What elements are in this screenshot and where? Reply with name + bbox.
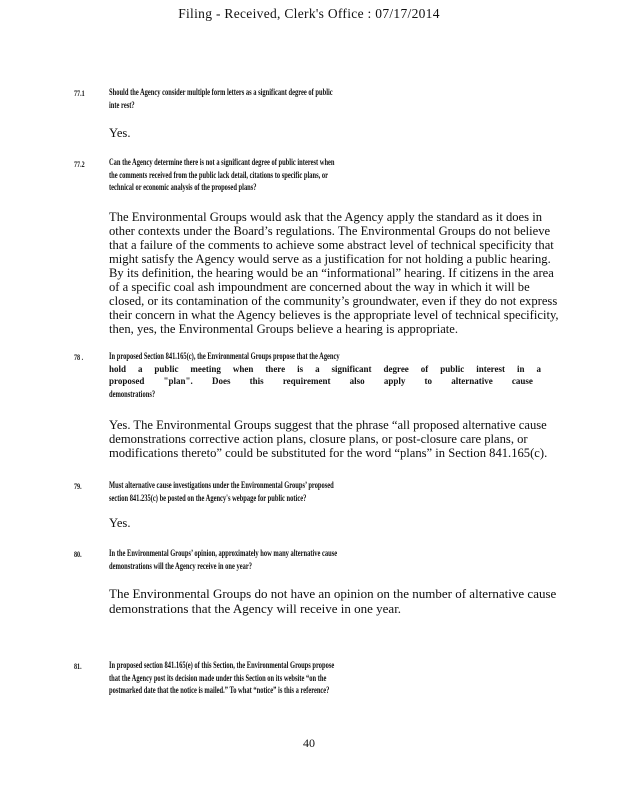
question-text: [109, 86, 333, 111]
word: hold: [109, 363, 127, 374]
word: when: [232, 363, 254, 374]
question-line: the comments received from the public lack detail, citations to specific plans, or: [109, 169, 328, 180]
question-line: technical or economic analysis of the proposed plans?: [109, 182, 257, 192]
word: this: [249, 376, 264, 386]
word: there: [265, 363, 286, 374]
answer-line: The Environmental Groups would ask that the Agency apply the standard as it does in: [109, 210, 542, 224]
question-line: In proposed Section 841.165(c), the Environmental Groups propose that the Agency: [109, 351, 340, 361]
word: Does: [211, 376, 231, 386]
question-line: that the Agency post its decision made under this Section on its website “on the: [109, 672, 327, 683]
answer-line: By its definition, the hearing would be an “informational” hearing. If citizens in the area: [109, 266, 554, 280]
word: significant: [331, 363, 372, 374]
page-number: 40: [303, 736, 315, 750]
word: meeting: [190, 363, 221, 374]
question-line: section 841.235(c) be posted on the Agency's webpage for public notice?: [109, 492, 307, 503]
answer-line: demonstrations that the Agency will receive in one year.: [109, 601, 402, 616]
question-number: 77.1: [74, 88, 85, 98]
question-line: demonstrations?: [109, 388, 156, 399]
answer-paragraph: [109, 586, 601, 616]
question-number: 77.2: [74, 159, 85, 169]
question-number: 81.: [74, 661, 82, 671]
question-line: Can the Agency determine there is not a significant degree of public interest when: [109, 157, 335, 167]
answer-line: closed, or its contamination of the community’s groundwater, even if they do not express: [109, 294, 558, 308]
word: public: [154, 363, 179, 374]
word: of: [420, 363, 429, 374]
answer-line: then, yes, the Environmental Groups believe a hearing is appropriate.: [109, 322, 459, 336]
question-line: inte rest?: [109, 99, 135, 110]
question-line: Must alternative cause investigations under the Environmental Groups’ proposed: [109, 480, 334, 490]
word: requirement: [282, 376, 331, 386]
word: in: [516, 363, 525, 374]
question-number: 79.: [74, 481, 82, 491]
word: a: [137, 363, 143, 374]
word: apply: [383, 376, 406, 386]
word: proposed: [109, 376, 145, 386]
word: a: [536, 363, 541, 374]
answer-paragraph: [109, 418, 601, 460]
question-line-justified: [109, 363, 541, 376]
question-number: 80.: [74, 549, 82, 559]
word: interest: [476, 363, 506, 374]
word: also: [349, 376, 365, 386]
word: a: [315, 363, 320, 374]
answer-line: other contexts under the Board’s regulations. The Environmental Groups do not believe: [109, 224, 551, 238]
answer-text: Yes.: [109, 126, 131, 140]
question-line: Should the Agency consider multiple form letters as a significant degree of public: [109, 87, 333, 97]
answer-line: their concern in what the Agency believes is the appropriate level of technical specificity,: [109, 308, 559, 322]
answer-paragraph: [109, 210, 601, 336]
question-text: [109, 350, 541, 400]
answer-text: Yes.: [109, 516, 131, 530]
answer-line: demonstrations corrective action plans, closure plans, or post-closure care plans, or: [109, 432, 528, 446]
word: degree: [383, 363, 409, 374]
word: to: [424, 376, 433, 386]
question-text: [109, 659, 334, 697]
answer-line: that a failure of the comments to achieve some abstract level of technical specificity that: [109, 238, 554, 252]
question-line: demonstrations will the Agency receive in one year?: [109, 560, 252, 571]
question-text: [109, 479, 334, 504]
answer-line: Yes. The Environmental Groups suggest that the phrase “all proposed alternative cause: [109, 418, 547, 432]
question-line: In proposed section 841.165(e) of this Section, the Environmental Groups propose: [109, 660, 335, 670]
answer-line: modifications thereto” could be substituted for the word “plans” in Section 841.165(c).: [109, 446, 548, 460]
word: "plan".: [163, 376, 193, 386]
answer-line: might satisfy the Agency would serve as a justification for not holding a public hearing.: [109, 252, 551, 266]
question-line-justified: [109, 375, 533, 388]
word: alternative: [451, 376, 493, 386]
question-text: [109, 156, 335, 194]
question-line: postmarked date that the notice is mailed.” To what “notice” is this a reference?: [109, 685, 330, 695]
answer-line: The Environmental Groups do not have an opinion on the number of alternative cause: [109, 586, 557, 601]
question-number: 78 .: [74, 352, 84, 362]
answer-line: of a specific coal ash impoundment are concerned about the way in which it will be: [109, 280, 530, 294]
word: cause: [511, 376, 533, 386]
filing-stamp-header: Filing - Received, Clerk's Office : 07/17/2014: [178, 6, 440, 21]
question-text: [109, 547, 337, 572]
word: public: [440, 363, 465, 374]
word: is: [297, 363, 304, 374]
question-line: In the Environmental Groups’ opinion, approximately how many alternative cause: [109, 548, 338, 558]
